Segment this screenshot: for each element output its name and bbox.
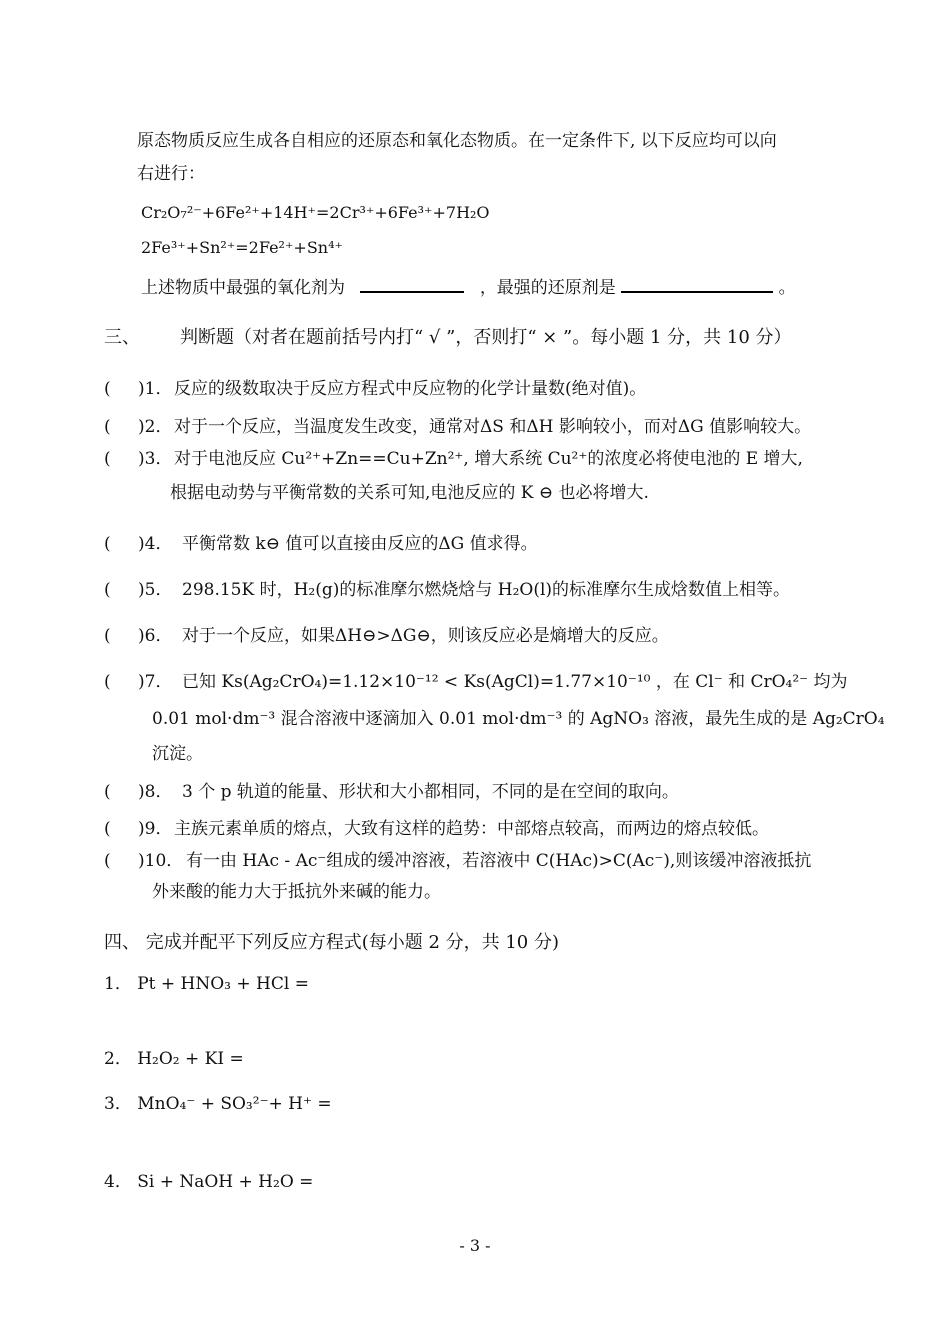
- item-number: )2．: [138, 417, 173, 437]
- item-text: 主族元素单质的熔点，大致有这样的趋势：中部熔点较高，而两边的熔点较低。: [174, 819, 769, 839]
- answer-paren[interactable]: (: [104, 626, 111, 646]
- answer-paren[interactable]: (: [104, 851, 111, 871]
- item-number: )7．: [138, 672, 173, 692]
- intro-question: [141, 273, 796, 300]
- question-oxidant-label: 上述物质中最强的氧化剂为: [141, 278, 345, 298]
- item-number: )8．: [138, 782, 173, 802]
- item-text-continued: 外来酸的能力大于抵抗外来碱的能力。: [152, 882, 441, 902]
- item-text-continued: 0.01 mol·dm⁻³ 混合溶液中逐滴加入 0.01 mol·dm⁻³ 的 AgNO₃ 溶液，最先生成的是 Ag₂CrO₄: [152, 709, 885, 729]
- equation-item: 2． H₂O₂ + KI =: [104, 1049, 244, 1069]
- section3-title: 判断题（对者在题前括号内打“ √ ”，否则打“ × ”。每小题 1 分，共 10 分）: [180, 327, 792, 348]
- item-text-continued: 沉淀。: [152, 744, 203, 764]
- equation-item: 3． MnO₄⁻ + SO₃²⁻+ H⁺ =: [104, 1094, 332, 1114]
- oxidant-answer-blank[interactable]: [360, 273, 464, 293]
- item-text-continued: 根据电动势与平衡常数的关系可知,电池反应的 K ⊖ 也必将增大.: [170, 483, 649, 503]
- answer-paren[interactable]: (: [104, 449, 111, 469]
- item-text: 平衡常数 k⊖ 值可以直接由反应的ΔG 值求得。: [182, 534, 538, 554]
- answer-paren[interactable]: (: [104, 534, 111, 554]
- equation-item: 4． Si + NaOH + H₂O =: [104, 1172, 314, 1192]
- item-number: )1．: [138, 379, 173, 399]
- question-end: 。: [778, 278, 796, 298]
- equation-item: 1． Pt + HNO₃ + HCl =: [104, 974, 309, 994]
- question-reductant-label: ，最强的还原剂是: [479, 278, 616, 298]
- item-number: )5．: [138, 580, 173, 600]
- answer-paren[interactable]: (: [104, 379, 111, 399]
- item-text: 3 个 p 轨道的能量、形状和大小都相同，不同的是在空间的取向。: [182, 782, 679, 802]
- reductant-answer-blank[interactable]: [621, 273, 773, 293]
- intro-line-2: 右进行：: [137, 164, 205, 184]
- item-number: )4．: [138, 534, 173, 554]
- answer-paren[interactable]: (: [104, 417, 111, 437]
- item-text: 对于电池反应 Cu²⁺+Zn==Cu+Zn²⁺, 增大系统 Cu²⁺的浓度必将使电池的 E 增大,: [174, 449, 803, 469]
- item-text: 对于一个反应，如果ΔH⊖>ΔG⊖，则该反应必是熵增大的反应。: [182, 626, 669, 646]
- section3-number: 三、: [104, 327, 140, 348]
- answer-paren[interactable]: (: [104, 580, 111, 600]
- section4-title: 四、 完成并配平下列反应方程式(每小题 2 分，共 10 分): [104, 932, 560, 953]
- item-text: 有一由 HAc - Ac⁻组成的缓冲溶液，若溶液中 C(HAc)>C(Ac⁻),则该缓冲溶液抵抗: [186, 851, 812, 871]
- answer-paren[interactable]: (: [104, 672, 111, 692]
- equation-2: 2Fe³⁺+Sn²⁺=2Fe²⁺+Sn⁴⁺: [141, 238, 343, 257]
- answer-paren[interactable]: (: [104, 782, 111, 802]
- item-number: )9．: [138, 819, 173, 839]
- item-number: )3．: [138, 449, 173, 469]
- page-number: - 3 -: [459, 1236, 491, 1255]
- equation-1: Cr₂O₇²⁻+6Fe²⁺+14H⁺=2Cr³⁺+6Fe³⁺+7H₂O: [141, 203, 490, 222]
- item-text: 298.15K 时，H₂(g)的标准摩尔燃烧焓与 H₂O(l)的标准摩尔生成焓数值上相等。: [182, 580, 791, 600]
- answer-paren[interactable]: (: [104, 819, 111, 839]
- item-text: 反应的级数取决于反应方程式中反应物的化学计量数(绝对值)。: [174, 379, 647, 399]
- item-text: 已知 Ks(Ag₂CrO₄)=1.12×10⁻¹² < Ks(AgCl)=1.77×10⁻¹⁰ ，在 Cl⁻ 和 CrO₄²⁻ 均为: [182, 672, 848, 692]
- item-number: )10．: [138, 851, 184, 871]
- item-text: 对于一个反应，当温度发生改变，通常对ΔS 和ΔH 影响较小，而对ΔG 值影响较大。: [174, 417, 812, 437]
- item-number: )6．: [138, 626, 173, 646]
- intro-line-1: 原态物质反应生成各自相应的还原态和氧化态物质。在一定条件下, 以下反应均可以向: [137, 131, 777, 151]
